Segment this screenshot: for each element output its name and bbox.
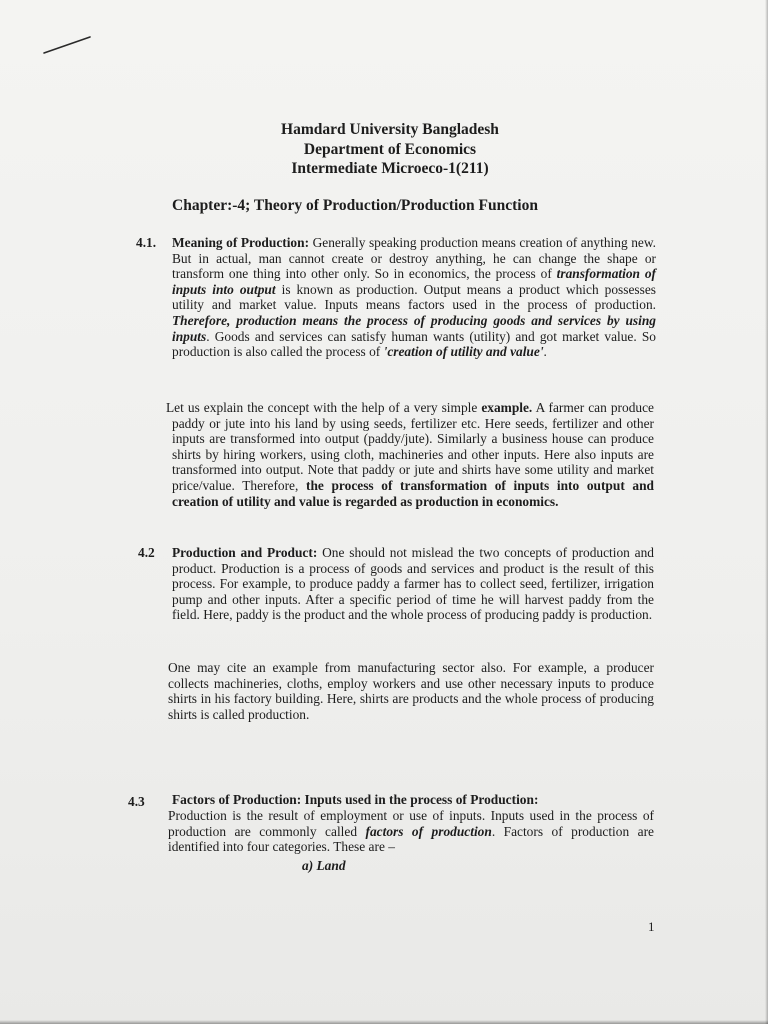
emphasis-production-conclusion: the process of transformation of inputs into output and creation of utility and value is regarded as production in economics. (172, 477, 655, 509)
section-4-1-example-paragraph: Let us explain the concept with the help of a very simple example. A farmer can produce paddy or jute into his land by using seeds, fertilizer etc. Here seeds, fertilizer and other inputs are transformed into output (paddy/jute). Similarly a business house can produce shirts by hiring workers, using cloth, machineries and other inputs. Here also inputs are transformed into output. Note that paddy or jute and shirts have some utility and market price/value. Therefore, the process of transformation of inputs into output and creation of utility and value is regarded as production in economics. (166, 400, 655, 509)
list-item-land: a) Land (302, 858, 346, 873)
emphasis-creation-of-utility: 'creation of utility and value' (383, 344, 544, 360)
emphasis-factors-of-production: factors of production (365, 823, 492, 839)
section-4-2-paragraph: Production and Product: One should not mislead the two concepts of production and product. Production is a process of goods and services and product is the result of this process. For example, to produce paddy a farmer has to collect seed, fertilizer, irrigation pump and other inputs. After a specific period of time he will harvest paddy from the field. Here, paddy is the product and the whole process of producing paddy is production. (172, 545, 655, 623)
section-4-1-heading: Meaning of Production: (172, 235, 310, 250)
university-name: Hamdard University Bangladesh (281, 121, 499, 138)
section-number-4-2: 4.2 (138, 545, 155, 560)
section-4-3-heading: Factors of Production: Inputs used in the process of Production: (172, 792, 539, 807)
chapter-title: Chapter:-4; Theory of Production/Production Function (172, 197, 538, 214)
section-4-2-example-paragraph: One may cite an example from manufacturing sector also. For example, a producer collects machineries, cloths, employ workers and use other necessary inputs to produce shirts in his factory building. Here, shirts are products and the whole process of producing shirts is called production. (168, 660, 654, 722)
emphasis-production-definition: Therefore, production means the process of producing goods and services by using inputs (172, 312, 656, 344)
section-4-3-paragraph: Production is the result of employment or use of inputs. Inputs used in the process of production are commonly called factors of production. Factors of production are identified into four categories. These are – (168, 808, 654, 855)
section-number-4-1: 4.1. (136, 235, 157, 250)
section-4-1-paragraph: Meaning of Production: Generally speaking production means creation of anything new. But in actual, man cannot create or destroy anything, he can change the shape or transform one thing into other only. So in economics, the process of transformation of inputs into output is known as production. Output means a product which possesses utility and market value. Inputs means factors used in the process of production. Therefore, production means the process of producing goods and services by using inputs. Goods and services can satisfy human wants (utility) and got market value. So production is also called the process of 'creation of utility and value'. (172, 235, 656, 360)
course-title: Intermediate Microeco-1(211) (291, 160, 489, 177)
department-name: Department of Economics (303, 140, 477, 158)
page-number: 1 (648, 919, 655, 934)
document-header (180, 120, 600, 179)
section-4-2-heading: Production and Product: (172, 545, 318, 560)
pen-stroke-mark (40, 32, 96, 56)
page-bottom-shadow (0, 1020, 768, 1024)
emphasis-transformation: transformation of inputs into output (172, 266, 656, 297)
section-number-4-3: 4.3 (128, 794, 145, 809)
